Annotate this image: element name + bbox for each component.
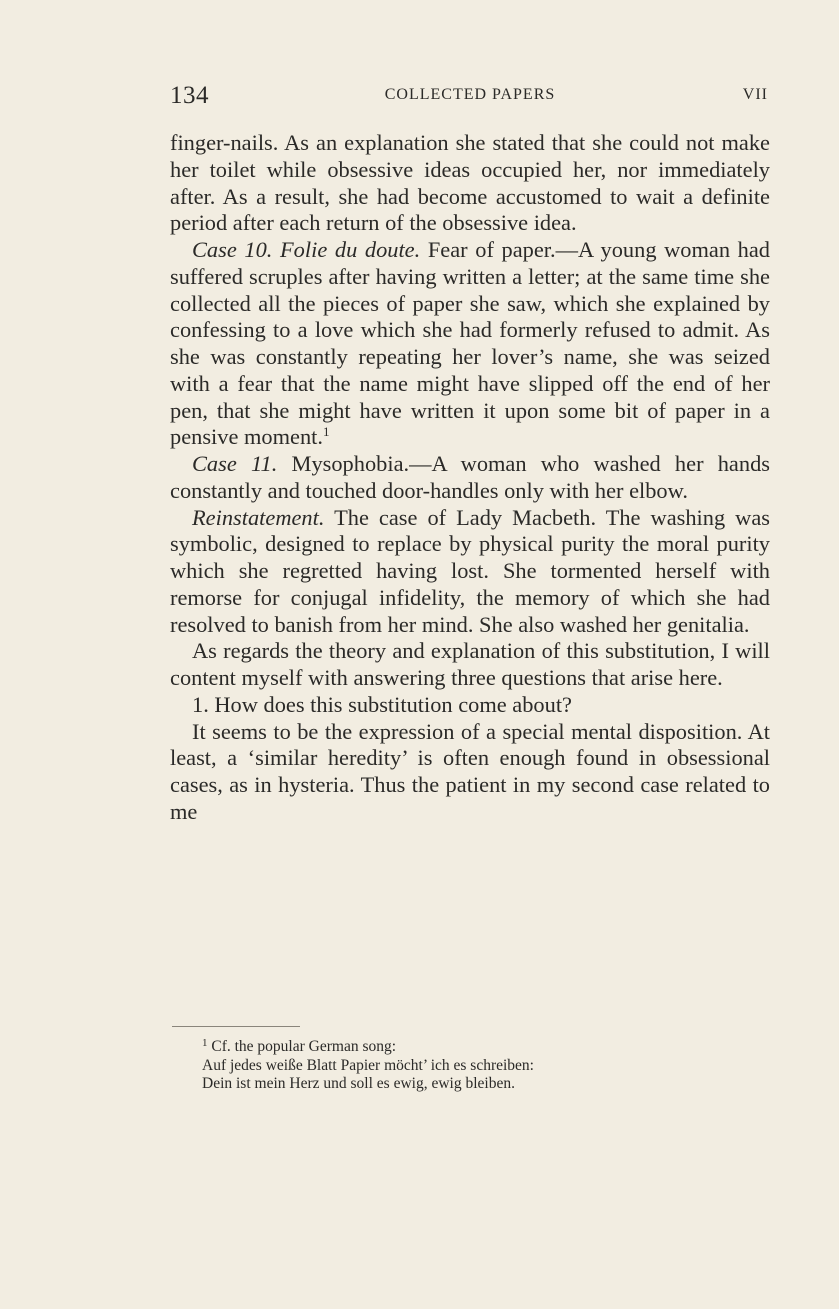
footnote-divider (172, 1026, 300, 1027)
reinstatement-text: The case of Lady Macbeth. The washing was symbolic, designed to replace by physical purity the moral purity which she regretted having lost. She tormented herself with remorse for conjugal infidelity, the memory of which she had resolved to banish from her mind. She also washed her genitalia. (170, 504, 770, 637)
page-number: 134 (170, 82, 209, 109)
paragraph-reinstatement (170, 505, 770, 639)
paragraph-case-10 (170, 237, 770, 451)
running-title: COLLECTED PAPERS (384, 86, 556, 103)
case-11-text: Mysophobia.—A woman who washed her hands constantly and touched door-handles only with her elbow. (170, 451, 770, 503)
paragraph-disposition: It seems to be the expression of a special mental disposition. At least, a ‘similar heredity’ is often enough found in obsessional cases, as in hysteria. Thus the patient in my second case related to me (170, 718, 770, 824)
chapter-numeral: VII (742, 86, 768, 103)
paragraph-question-1: 1. How does this substitution come about? (192, 691, 572, 717)
case-11-label: Case 11. (192, 451, 278, 476)
footnote-line-1-text: Cf. the popular German song: (207, 1038, 397, 1055)
footnote-reference: 1 (322, 424, 330, 440)
footnote-marker: 1 (202, 1037, 208, 1049)
paragraph-case-11 (170, 451, 770, 505)
footnote-line-2: Auf jedes weiße Blatt Papier möcht’ ich es schreiben: (202, 1056, 534, 1074)
case-10-text: Fear of paper.—A young woman had suffered scruples after having written a letter; at the same time she collected all the pieces of paper she saw, which she explained by confessing to a love which she had formerly refused to admit. As she was constantly repeating her lover’s name, she was seized with a fear that the name might have slipped off the end of her pen, that she might have written it upon some bit of paper in a pensive moment. (170, 237, 770, 450)
footnote (202, 1038, 762, 1094)
paragraph-theory: As regards the theory and explanation of this substitution, I will content myself with answering three questions that arise here. (170, 638, 770, 690)
footnote-line-1 (202, 1038, 762, 1057)
body-text (170, 130, 770, 826)
case-10-label: Case 10. Folie du doute. (192, 237, 421, 262)
reinstatement-label: Reinstatement. (192, 504, 325, 530)
paragraph-1: finger-nails. As an explanation she stated that she could not make her toilet while obsessive ideas occupied her, nor immediately after. As a result, she had become accustomed to wait a definite period after each return of the obsessive idea. (170, 130, 770, 236)
footnote-line-3: Dein ist mein Herz und soll es ewig, ewig bleiben. (202, 1075, 515, 1092)
page-header (170, 78, 770, 112)
